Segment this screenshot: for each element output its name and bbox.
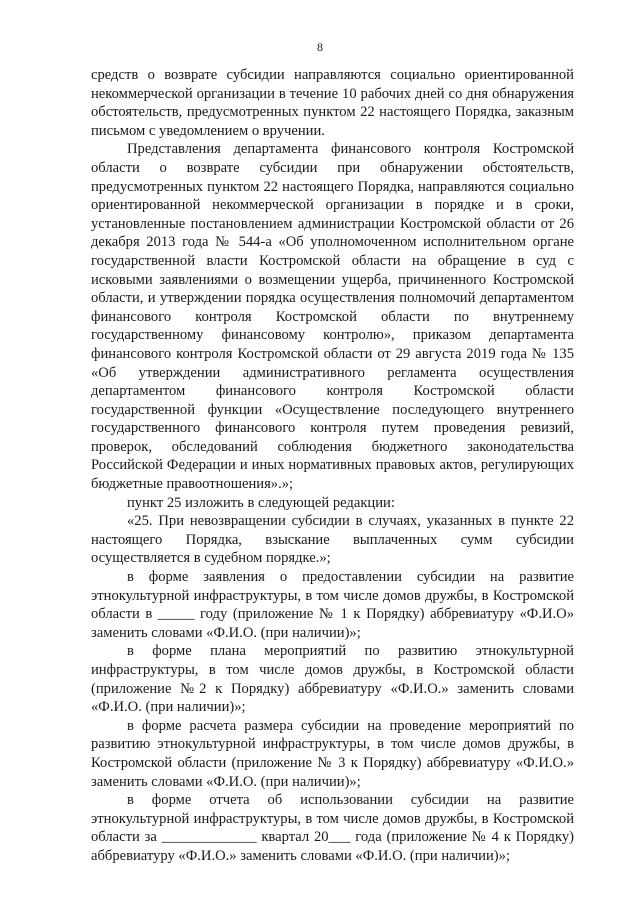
document-body	[91, 66, 574, 866]
page-number: 8	[317, 40, 323, 54]
paragraph-refund-notice-continuation: средств о возврате субсидии направляются социально ориентированной некоммерческой организации в течение 10 рабочих дней со дня обнаружения обстоятельств, предусмотренных пунктом 22 настоящего Порядка, заказным письмом с уведомлением о вручении.	[91, 67, 574, 139]
paragraph-plan-form-amendment: в форме плана мероприятий по развитию этнокультурной инфраструктуры, в том числе домов дружбы, в Костромской области (приложение №2 к Порядку) аббревиатуру «Ф.И.О.» заменить словами «Ф.И.О. (при наличии)»;	[91, 643, 574, 716]
paragraph-report-form-amendment: в форме отчета об использовании субсидии на развитие этнокультурной инфраструктуры, в том числе домов дружбы, в Костромской области за _____________ квартал 20___ года (приложение № 4 к Порядку) аббревиатуру «Ф.И.О.» заменить словами «Ф.И.О. (при наличии)»;	[91, 792, 574, 864]
paragraph-clause-25-intro: пункт 25 изложить в следующей редакции:	[127, 494, 395, 511]
paragraph-application-form-amendment: в форме заявления о предоставлении субсидии на развитие этнокультурной инфраструктуры, в том числе домов дружбы, в Костромской области в _____ году (приложение № 1 к Порядку) аббревиатуру «Ф.И.О» заменить словами «Ф.И.О. (при наличии)»;	[91, 569, 574, 641]
paragraph-calculation-form-amendment: в форме расчета размера субсидии на проведение мероприятий по развитию этнокультурной инфраструктуры, в том числе домов дружбы, в Костромской области (приложение № 3 к Порядку) аббревиатуру «Ф.И.О.» заменить словами «Ф.И.О. (при наличии)»;	[91, 717, 574, 790]
paragraph-financial-control-representations: Представления департамента финансового контроля Костромской области о возврате субсидии при обнаружении обстоятельств, предусмотренных пунктом 22 настоящего Порядка, направляются социально ориентированной некоммерческой организации в порядке и в сроки, установленные постановлением администрации Костромской области от 26 декабря 2013 года № 544-а «Об уполномоченном исполнительном органе государственной власти Костромской области на обращение в суд с исковыми заявлениями о возмещении ущерба, причиненного Костромской области, и утверждении порядка осуществления полномочий департаментом финансового контроля Костромской области по внутреннему государственному финансовому контролю», приказом департамента финансового контроля Костромской области от 29 августа 2019 года № 135 «Об утверждении административного регламента осуществления департаментом финансового контроля Костромской области государственной функции «Осуществление последующего внутреннего государственного финансового контроля путем проведения ревизий, проверок, обследований соблюдения бюджетного законодательства Российской Федерации и иных нормативных правовых актов, регулирующих бюджетные правоотношения».»;	[91, 141, 574, 493]
paragraph-clause-25-text: «25. При невозвращении субсидии в случаях, указанных в пункте 22 настоящего Порядка, взыскание выплаченных сумм субсидии осуществляется в судебном порядке.»;	[91, 513, 574, 567]
